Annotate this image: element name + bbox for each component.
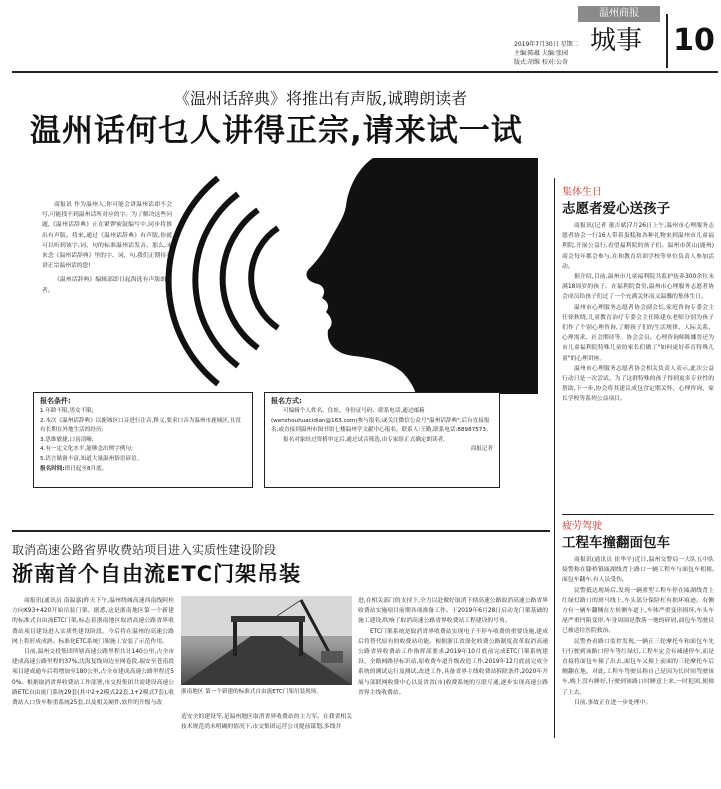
masthead-paper-name: 温州商报 <box>578 6 660 22</box>
conditions-title: 报名条件: <box>40 397 71 405</box>
conditions-box <box>33 392 253 488</box>
method-signature: 商报记者 <box>470 446 493 453</box>
story-divider <box>562 514 714 515</box>
feature-headline: 温州话何乜人讲得正宗,请来试一试 <box>30 113 523 149</box>
time-value: 即日起至8月底。 <box>64 465 108 472</box>
method-box <box>264 392 500 488</box>
story-paragraph: 温州市心理服务志愿者协会副会长,家庭咨询专委会主任徐秋晓,儿童教育治疗专委会主任陈建东老师分别为孩子们作了个别心理咨询,了解孩子们的生活规律、人际关系、心理需求、社会期待等。协会会员、心理咨询师陈娜晋还为市儿童福利院特殊儿童的家长们做了"如何更好养育特殊儿童"的心理讲座。 <box>562 304 714 362</box>
issue-date: 2019年7月30日 星期二 <box>514 41 579 48</box>
gantry-crane-image <box>181 596 352 685</box>
condition-item: 5.语言储备丰富,知道大量温州俗语谚语。 <box>40 455 143 462</box>
method-title: 报名方式: <box>271 397 302 405</box>
story-paragraph: 民警抵达现场后,发现一辆重型工程车停在瓯湖线背上红绿灯路口的斑马线上,车头部分保险杠有损坏痕迹。有侧方有一辆车翻侧在左转侧车道上,车体严重变形损坏,车头车尾严重凹陷变形,车身周围是散落一地的碎屑,面包车驾驶员已被送往医院救治。 <box>562 587 714 635</box>
feature-lead <box>42 200 172 296</box>
time-label: 报名时间: <box>40 465 65 472</box>
story-label: 疲劳驾驶 <box>562 521 602 532</box>
page-number: 10 <box>666 14 720 68</box>
column-rule <box>554 178 555 738</box>
issue-meta <box>514 40 584 67</box>
story-truck-crash <box>562 520 714 708</box>
story-title: 志愿者爱心送孩子 <box>562 201 670 217</box>
etc-column-3 <box>358 596 548 786</box>
photo-caption: 浙南地区 第一个新建的标准式自由流ETC门架吊装现场。 <box>181 689 322 695</box>
speaking-face-silhouette-icon <box>158 158 538 394</box>
story-paragraph: 温州市心理服务志愿者协会相关负责人表示,此次公益行动只是一次尝试。为了这群特殊的孩子得到更多专业性的帮助,下一步,协会将其建议成包含定期关怀、心理咨询、家长学校等系列公益项目。 <box>562 365 714 403</box>
section-divider <box>12 530 550 532</box>
condition-item: 1.年龄不限,男女不限; <box>40 408 94 414</box>
feature-kicker: 《温州话辞典》将推出有声版,诚聘朗读者 <box>174 89 468 108</box>
section-name: 城事 <box>590 26 643 56</box>
etc-paragraph: 商报讯(通讯员 南温嘉)昨天下午,温州绕城高速西南线阿桂方向K93+420开始吊装门架。据悉,这是浙南地区第一个新建的标准式自由流ETC门架,标志着浙南地区取消高速公路省界收费站项目建设进入实质性建设阶段。今后将在温州的高速公路网上将形成成熟、标准化ETC系统门架施工安装了示范作用。 <box>12 598 174 645</box>
etc-paragraph: 目前,温州交投集团所辖高速公路里程共计140公里,占全市建成高速公路里程的37%,沈海复线周边至网卷段,瑞安至苍南段项目建成通车后将增加至180公里,占全市建成高速公路里程近50%。根据取消省界收费站工作部署,市交投集团共需建设高速公路ETC自由流门系统29套(其中2+2模式22套,1+2模式7套),收费站入口货车称重系统25套,以及相关硬件,软件的升级与改 <box>12 649 174 707</box>
method-text: 可编辑个人姓名、住址、身份证号码、联系电话,通过邮箱(wenzhouhuacidian@163.com)参与报名;或关注微信公众号"温州话辞典",后台直接报名;或直接到温州市图书馆七楼温州学文献中心报名。联系人:王勤,联系电话:88987573。 <box>271 408 492 434</box>
lead-paragraph: 商报讯 作为温州人,你可能会讲温州话却不会写,可能找不到温州话所对应的字。为了解决这些问题,《温州话辞典》正在紧锣密鼓编写中,同步将推出有声版。将来,通过《温州话辞典》有声版,你就可以听到该字,词、句的标准温州话发音。那么,未来念《温州话辞典》里的字、词、句,我们正期待着讲正宗温州话的您! <box>42 202 172 270</box>
story-volunteers <box>562 186 714 405</box>
issue-layout: 版式:胡维 校对:公奇 <box>514 59 568 66</box>
story-paragraph: 目前,事故正在进一步处理中。 <box>574 699 652 706</box>
story-paragraph: 民警查看路口监控发现,一辆正三轮摩托车和面包车先行行驶到该路口停车等红绿灯,工程车定会有减速停车,而是直接将面包车撞了出去,面包车又撞上前面的三轮摩托车后侧翻在地。对此,工程车驾驶员称自己是因为长时间驾驶该车,晚上没有睡好,行驶到该路口时睡意上来,一时犯困,便撞了上去。 <box>562 638 714 696</box>
condition-item: 2.本次《温州话辞典》以鹿城区口音进行注音,释义,要求口音为温州市鹿城区,且没有长期在外地生活的经历; <box>40 417 241 434</box>
etc-column-1 <box>12 596 174 786</box>
etc-headline: 浙南首个自由流ETC门架吊装 <box>12 562 302 586</box>
story-paragraph: 商报讯(记者 董吉斌)7月26日上午,温州市心理服务志愿者协会一行16人带着蛋糕和各种礼物来到温州市儿童福利院,开展公益行,看望福利院的孩子们。温州市黄山(鹿州)商会每年都会参与,在和教育培训学校等单位负责人参加活动。 <box>562 223 714 270</box>
condition-item: 4.有一定文化水平,能够念出例字例句; <box>40 446 133 453</box>
story-title: 工程车撞翻面包车 <box>562 535 670 551</box>
lead-paragraph: 《温州话辞典》编辑部即日起海选有声版朗读者。 <box>42 277 172 294</box>
etc-paragraph: ETC门架系统是取消省界收费站实现电子不停车收费的重要设施,建成后将替代原有的收费站功能。根据浙江省深化收费公路制度改革取消高速公路省界收费站工作指挥部要求,2019年10月底前完成ETC门架系统建设、全路网路径标识站,原收费车道升级改造工作,2019年12月底前完成全系统的测试运行及测试,改进工作,具备省界主线收费站拆除条件,2020年开展与部联网收费中心以及省省(市)收费系统的互联互通,逐步实现高速公路省界主线收费站。 <box>358 628 548 696</box>
story-paragraph: 据介绍,目前,温州市儿童福利院共监护抚养300余位未满18周岁的孩子。在福利院食堂,温州市心理服务志愿者协会成员给孩子们过了一个充满关怀而又温馨的集体生日。 <box>562 274 714 301</box>
condition-item: 3.思维敏捷,口齿清晰; <box>40 436 94 443</box>
header-rule <box>12 71 718 73</box>
etc-kicker: 取消高速公路省界收费站项目进入实质性建设阶段 <box>12 543 277 557</box>
etc-paragraph: 进,在相关部门的支持下,全力以赴做好取消下辖高速公路取消高速公路省界收费站实施项目前期各项准备工作。于2019年6月28日启动龙门架基础的施工建设,吹响了取消高速公路省界收费站工程建设的号角。 <box>358 598 548 625</box>
story-label: 集体生日 <box>562 187 602 198</box>
method-note: 报名对象经过资格审定后,通过试音筛选,由专家组正式确定朗读者。 <box>283 436 449 443</box>
story-paragraph: 商报讯(通讯员 崔华平)近日,温州交警局一大队五中队接警称在滕桥镇瓯湖线背上路口一辆工程车与面包车相撞,面包车翻车,有人员受伤。 <box>562 557 714 584</box>
issue-editors: 主编:陈蕴 夫编:张园 <box>514 50 568 57</box>
etc-gantry-photo <box>181 596 352 685</box>
etc-column-2: 造安全的建设等,是温州地区取消省界收费站的主力军。在我省相关技术规范尚未明确的情况下,市交集团运营公司提前谋划,多线并 <box>181 714 352 731</box>
